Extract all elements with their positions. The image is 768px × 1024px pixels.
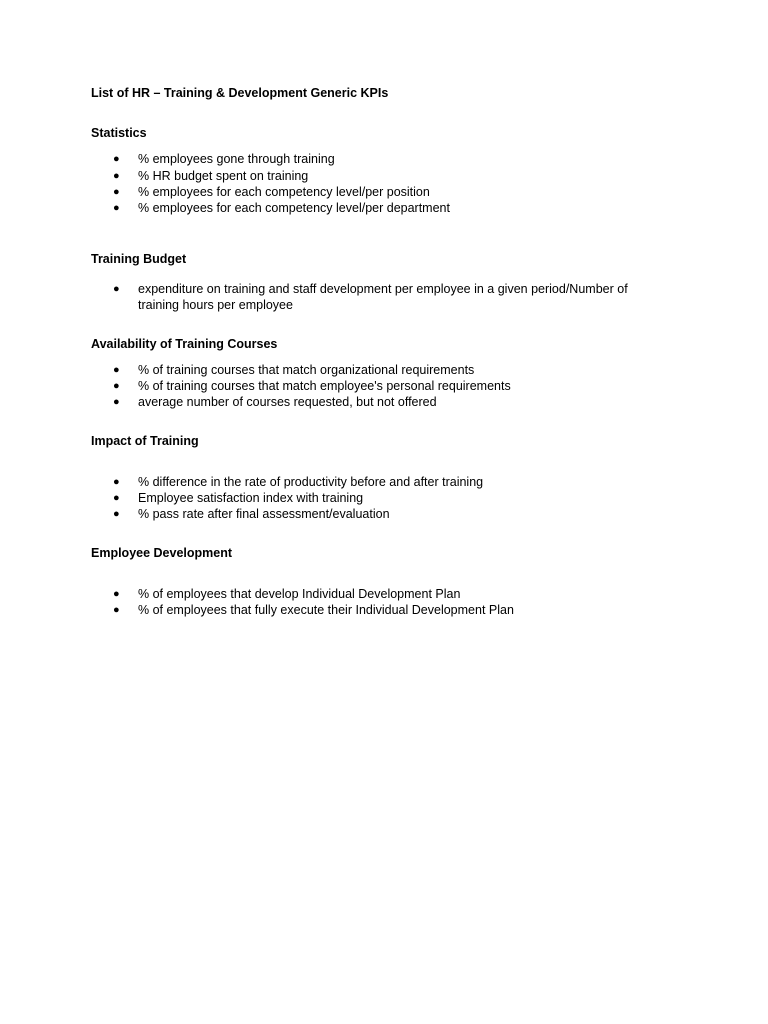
bullet-icon: ● [113,604,120,616]
bullet-icon: ● [113,588,120,600]
list-item-continuation: training hours per employee [138,298,293,312]
bullet-icon: ● [113,170,120,182]
section-heading-statistics: Statistics [91,126,147,140]
section-heading-employee-development: Employee Development [91,546,233,560]
list-item: % of employees that develop Individual Development Plan [138,587,461,601]
list-item: % difference in the rate of productivity before and after training [138,475,484,489]
bullet-icon: ● [113,492,120,504]
list-item: % employees gone through training [138,152,335,166]
section-heading-availability: Availability of Training Courses [91,337,278,351]
list-item: Employee satisfaction index with training [138,491,364,505]
list-item: % pass rate after final assessment/evaluation [138,507,390,521]
bullet-icon: ● [113,153,120,165]
bullet-icon: ● [113,476,120,488]
bullet-icon: ● [113,508,120,520]
document-title: List of HR – Training & Development Generic KPIs [91,86,389,100]
bullet-icon: ● [113,186,120,198]
section-heading-impact: Impact of Training [91,434,199,448]
list-item: % of employees that fully execute their Individual Development Plan [138,603,514,617]
bullet-icon: ● [113,396,120,408]
list-item: average number of courses requested, but not offered [138,395,437,409]
section-heading-training-budget: Training Budget [91,252,187,266]
list-item: % employees for each competency level/per department [138,201,450,215]
list-item: % HR budget spent on training [138,169,309,183]
bullet-icon: ● [113,283,120,295]
bullet-icon: ● [113,364,120,376]
list-item: % employees for each competency level/per position [138,185,430,199]
bullet-icon: ● [113,380,120,392]
list-item: % of training courses that match organizational requirements [138,363,475,377]
bullet-icon: ● [113,202,120,214]
list-item: expenditure on training and staff development per employee in a given period/Number of [138,282,628,296]
list-item: % of training courses that match employee's personal requirements [138,379,511,393]
